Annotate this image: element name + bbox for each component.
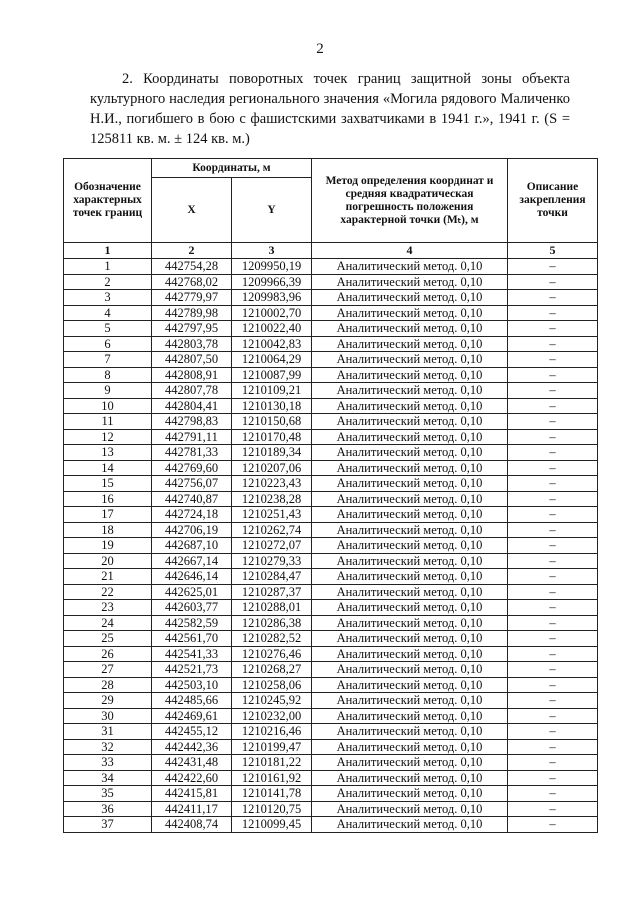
x-cell: 442582,59 [152,615,232,631]
method-cell: Аналитический метод. 0,10 [312,460,508,476]
y-cell: 1210262,74 [232,522,312,538]
table-row [64,507,598,523]
point-cell: 20 [64,553,152,569]
desc-cell: – [508,274,598,290]
table-row [64,491,598,507]
point-cell: 31 [64,724,152,740]
table-row [64,739,598,755]
point-cell: 10 [64,398,152,414]
x-cell: 442431,48 [152,755,232,771]
table-row [64,553,598,569]
y-cell: 1210223,43 [232,476,312,492]
column-number-row [64,243,598,259]
x-cell: 442503,10 [152,677,232,693]
point-cell: 4 [64,305,152,321]
method-cell: Аналитический метод. 0,10 [312,398,508,414]
point-cell: 29 [64,693,152,709]
desc-cell: – [508,708,598,724]
x-cell: 442442,36 [152,739,232,755]
x-cell: 442789,98 [152,305,232,321]
table-row [64,693,598,709]
point-cell: 25 [64,631,152,647]
point-cell: 34 [64,770,152,786]
desc-cell: – [508,553,598,569]
y-cell: 1210238,28 [232,491,312,507]
column-number: 2 [152,243,232,259]
desc-cell: – [508,817,598,833]
method-cell: Аналитический метод. 0,10 [312,274,508,290]
header-coords: Координаты, м [152,159,312,178]
method-cell: Аналитический метод. 0,10 [312,445,508,461]
method-cell: Аналитический метод. 0,10 [312,429,508,445]
point-cell: 32 [64,739,152,755]
point-cell: 1 [64,259,152,275]
table-row [64,724,598,740]
point-cell: 5 [64,321,152,337]
y-cell: 1210181,22 [232,755,312,771]
table-row [64,584,598,600]
y-cell: 1210022,40 [232,321,312,337]
y-cell: 1210170,48 [232,429,312,445]
table-row [64,336,598,352]
method-cell: Аналитический метод. 0,10 [312,383,508,399]
table-row [64,770,598,786]
desc-cell: – [508,305,598,321]
method-cell: Аналитический метод. 0,10 [312,491,508,507]
y-cell: 1210087,99 [232,367,312,383]
desc-cell: – [508,739,598,755]
method-cell: Аналитический метод. 0,10 [312,352,508,368]
header-point: Обозначение характерных точек границ [64,159,152,243]
method-cell: Аналитический метод. 0,10 [312,677,508,693]
desc-cell: – [508,600,598,616]
y-cell: 1209983,96 [232,290,312,306]
table-row [64,615,598,631]
table-row [64,817,598,833]
point-cell: 15 [64,476,152,492]
table-row [64,600,598,616]
point-cell: 36 [64,801,152,817]
y-cell: 1210099,45 [232,817,312,833]
x-cell: 442807,50 [152,352,232,368]
x-cell: 442521,73 [152,662,232,678]
desc-cell: – [508,445,598,461]
table-row [64,352,598,368]
table-row [64,460,598,476]
table-row [64,522,598,538]
header-method: Метод определения координат и средняя квадратическая погрешность положения характерной точки (Mₜ), м [312,159,508,243]
desc-cell: – [508,522,598,538]
table-row [64,476,598,492]
point-cell: 9 [64,383,152,399]
table-row [64,305,598,321]
method-cell: Аналитический метод. 0,10 [312,569,508,585]
point-cell: 8 [64,367,152,383]
y-cell: 1210216,46 [232,724,312,740]
y-cell: 1210130,18 [232,398,312,414]
y-cell: 1209950,19 [232,259,312,275]
point-cell: 14 [64,460,152,476]
x-cell: 442740,87 [152,491,232,507]
x-cell: 442603,77 [152,600,232,616]
x-cell: 442646,14 [152,569,232,585]
method-cell: Аналитический метод. 0,10 [312,615,508,631]
y-cell: 1210002,70 [232,305,312,321]
point-cell: 26 [64,646,152,662]
method-cell: Аналитический метод. 0,10 [312,538,508,554]
desc-cell: – [508,352,598,368]
desc-cell: – [508,507,598,523]
y-cell: 1210199,47 [232,739,312,755]
table-row [64,429,598,445]
desc-cell: – [508,662,598,678]
table-row [64,383,598,399]
y-cell: 1210288,01 [232,600,312,616]
method-cell: Аналитический метод. 0,10 [312,739,508,755]
desc-cell: – [508,538,598,554]
desc-cell: – [508,755,598,771]
table-row [64,646,598,662]
desc-cell: – [508,584,598,600]
x-cell: 442768,02 [152,274,232,290]
method-cell: Аналитический метод. 0,10 [312,693,508,709]
y-cell: 1210150,68 [232,414,312,430]
point-cell: 18 [64,522,152,538]
y-cell: 1210120,75 [232,801,312,817]
x-cell: 442625,01 [152,584,232,600]
x-cell: 442779,97 [152,290,232,306]
method-cell: Аналитический метод. 0,10 [312,367,508,383]
desc-cell: – [508,367,598,383]
desc-cell: – [508,693,598,709]
table-row [64,755,598,771]
point-cell: 21 [64,569,152,585]
x-cell: 442791,11 [152,429,232,445]
y-cell: 1210258,06 [232,677,312,693]
method-cell: Аналитический метод. 0,10 [312,259,508,275]
x-cell: 442706,19 [152,522,232,538]
point-cell: 11 [64,414,152,430]
column-number: 3 [232,243,312,259]
desc-cell: – [508,290,598,306]
point-cell: 2 [64,274,152,290]
method-cell: Аналитический метод. 0,10 [312,553,508,569]
point-cell: 35 [64,786,152,802]
x-cell: 442561,70 [152,631,232,647]
y-cell: 1210282,52 [232,631,312,647]
method-cell: Аналитический метод. 0,10 [312,584,508,600]
method-cell: Аналитический метод. 0,10 [312,770,508,786]
y-cell: 1210287,37 [232,584,312,600]
table-row [64,274,598,290]
x-cell: 442687,10 [152,538,232,554]
header-y: Y [232,178,312,243]
table-row [64,662,598,678]
section-heading: 2. Координаты поворотных точек границ защитной зоны объекта культурного наследия регионального значения «Могила рядового Маличенко Н.И., погибшего в бою с фашистскими захватчиками в 1941 г.», 1941 г. (S = 125811 кв. м. ± 124 кв. м.) [90,71,570,147]
y-cell: 1210268,27 [232,662,312,678]
point-cell: 28 [64,677,152,693]
method-cell: Аналитический метод. 0,10 [312,600,508,616]
desc-cell: – [508,383,598,399]
desc-cell: – [508,770,598,786]
column-number: 4 [312,243,508,259]
header-description: Описание закрепления точки [508,159,598,243]
method-cell: Аналитический метод. 0,10 [312,336,508,352]
desc-cell: – [508,460,598,476]
desc-cell: – [508,321,598,337]
method-cell: Аналитический метод. 0,10 [312,801,508,817]
x-cell: 442804,41 [152,398,232,414]
method-cell: Аналитический метод. 0,10 [312,708,508,724]
point-cell: 12 [64,429,152,445]
x-cell: 442807,78 [152,383,232,399]
point-cell: 6 [64,336,152,352]
y-cell: 1210276,46 [232,646,312,662]
point-cell: 23 [64,600,152,616]
method-cell: Аналитический метод. 0,10 [312,662,508,678]
y-cell: 1210272,07 [232,538,312,554]
y-cell: 1209966,39 [232,274,312,290]
x-cell: 442455,12 [152,724,232,740]
x-cell: 442754,28 [152,259,232,275]
method-cell: Аналитический метод. 0,10 [312,522,508,538]
y-cell: 1210064,29 [232,352,312,368]
desc-cell: – [508,429,598,445]
coordinates-table [63,158,598,833]
table-row [64,445,598,461]
desc-cell: – [508,259,598,275]
x-cell: 442415,81 [152,786,232,802]
x-cell: 442797,95 [152,321,232,337]
x-cell: 442408,74 [152,817,232,833]
point-cell: 27 [64,662,152,678]
x-cell: 442469,61 [152,708,232,724]
point-cell: 30 [64,708,152,724]
table-row [64,290,598,306]
point-cell: 24 [64,615,152,631]
point-cell: 22 [64,584,152,600]
y-cell: 1210279,33 [232,553,312,569]
y-cell: 1210245,92 [232,693,312,709]
desc-cell: – [508,569,598,585]
method-cell: Аналитический метод. 0,10 [312,786,508,802]
method-cell: Аналитический метод. 0,10 [312,507,508,523]
table-row [64,708,598,724]
point-cell: 7 [64,352,152,368]
x-cell: 442808,91 [152,367,232,383]
method-cell: Аналитический метод. 0,10 [312,724,508,740]
desc-cell: – [508,631,598,647]
x-cell: 442541,33 [152,646,232,662]
method-cell: Аналитический метод. 0,10 [312,646,508,662]
desc-cell: – [508,801,598,817]
x-cell: 442756,07 [152,476,232,492]
point-cell: 13 [64,445,152,461]
desc-cell: – [508,677,598,693]
x-cell: 442724,18 [152,507,232,523]
point-cell: 33 [64,755,152,771]
header-x: X [152,178,232,243]
column-number: 5 [508,243,598,259]
table-row [64,259,598,275]
method-cell: Аналитический метод. 0,10 [312,755,508,771]
page-number: 2 [316,41,324,57]
table-row [64,569,598,585]
x-cell: 442798,83 [152,414,232,430]
y-cell: 1210141,78 [232,786,312,802]
table-row [64,786,598,802]
y-cell: 1210189,34 [232,445,312,461]
x-cell: 442422,60 [152,770,232,786]
method-cell: Аналитический метод. 0,10 [312,817,508,833]
point-cell: 17 [64,507,152,523]
table-row [64,538,598,554]
method-cell: Аналитический метод. 0,10 [312,414,508,430]
method-cell: Аналитический метод. 0,10 [312,476,508,492]
desc-cell: – [508,786,598,802]
desc-cell: – [508,724,598,740]
y-cell: 1210232,00 [232,708,312,724]
desc-cell: – [508,646,598,662]
point-cell: 19 [64,538,152,554]
desc-cell: – [508,615,598,631]
desc-cell: – [508,491,598,507]
table-row [64,631,598,647]
column-number: 1 [64,243,152,259]
table-row [64,398,598,414]
x-cell: 442769,60 [152,460,232,476]
desc-cell: – [508,476,598,492]
table-row [64,677,598,693]
y-cell: 1210251,43 [232,507,312,523]
y-cell: 1210284,47 [232,569,312,585]
x-cell: 442411,17 [152,801,232,817]
x-cell: 442781,33 [152,445,232,461]
point-cell: 16 [64,491,152,507]
table-row [64,321,598,337]
method-cell: Аналитический метод. 0,10 [312,321,508,337]
y-cell: 1210161,92 [232,770,312,786]
table-row [64,801,598,817]
table-row [64,414,598,430]
y-cell: 1210109,21 [232,383,312,399]
desc-cell: – [508,414,598,430]
method-cell: Аналитический метод. 0,10 [312,290,508,306]
desc-cell: – [508,336,598,352]
desc-cell: – [508,398,598,414]
y-cell: 1210042,83 [232,336,312,352]
x-cell: 442803,78 [152,336,232,352]
x-cell: 442667,14 [152,553,232,569]
method-cell: Аналитический метод. 0,10 [312,631,508,647]
y-cell: 1210286,38 [232,615,312,631]
x-cell: 442485,66 [152,693,232,709]
point-cell: 37 [64,817,152,833]
table-row [64,367,598,383]
y-cell: 1210207,06 [232,460,312,476]
point-cell: 3 [64,290,152,306]
table-body [64,259,598,833]
method-cell: Аналитический метод. 0,10 [312,305,508,321]
